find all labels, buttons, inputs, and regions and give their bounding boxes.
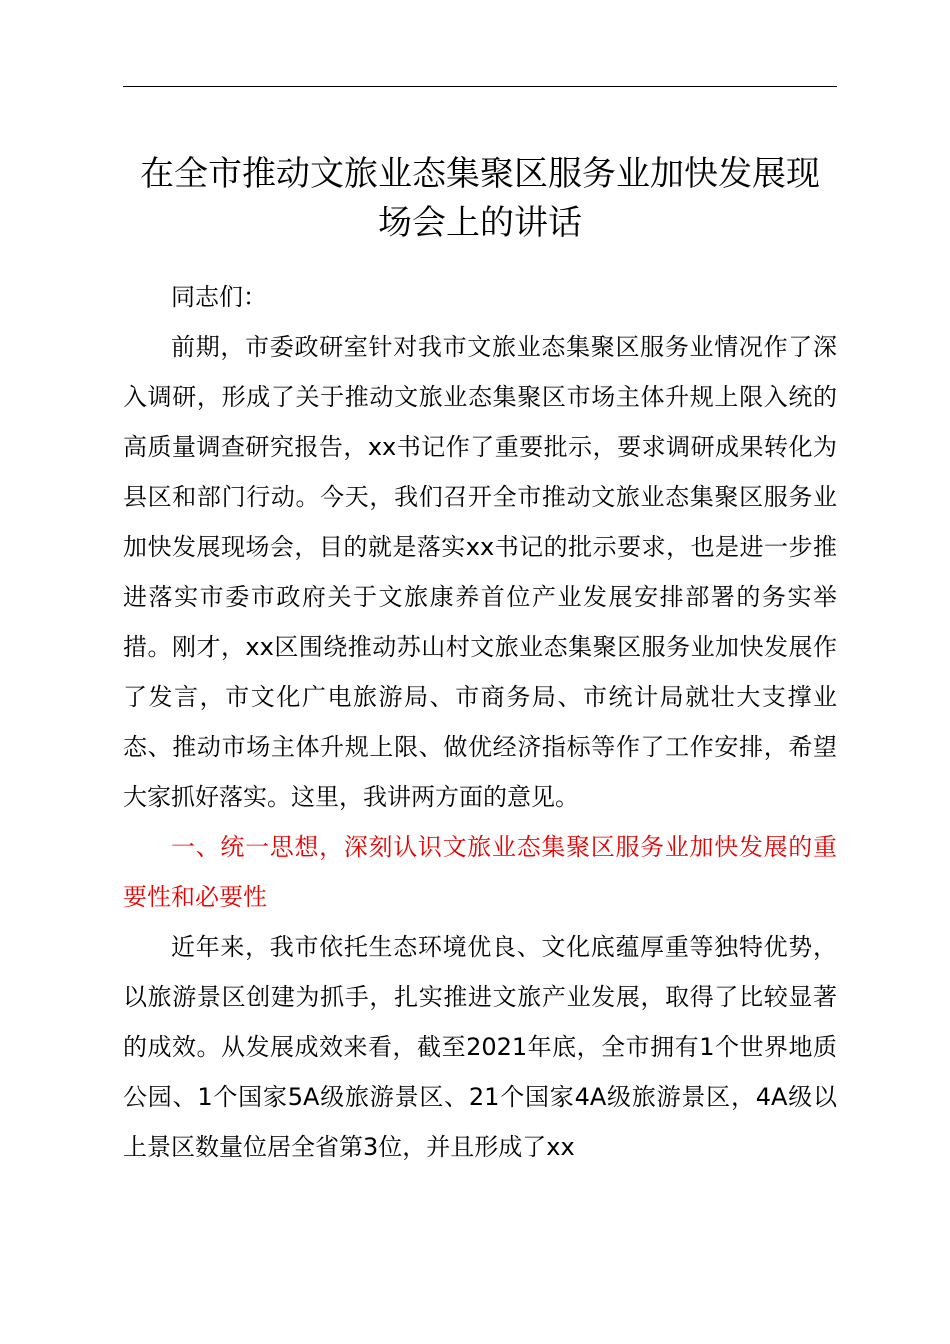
title-line-1: 在全市推动文旅业态集聚区服务业加快发展现 (140, 154, 820, 194)
header-rule (123, 86, 837, 87)
salutation: 同志们： (171, 283, 267, 311)
document-title (110, 150, 850, 248)
document-body (123, 272, 837, 1172)
intro-paragraph: 前期，市委政研室针对我市文旅业态集聚区服务业情况作了深入调研，形成了关于推动文旅业态集聚区市场主体升规上限入统的高质量调查研究报告，xx书记作了重要批示，要求调研成果转化为县区和部门行动。今天，我们召开全市推动文旅业态集聚区服务业加快发展现场会，目的就是落实xx书记的批示要求，也是进一步推进落实市委市政府关于文旅康养首位产业发展安排部署的务实举措。刚才，xx区围绕推动苏山村文旅业态集聚区服务业加快发展作了发言，市文化广电旅游局、市商务局、市统计局就壮大支撑业态、推动市场主体升规上限、做优经济指标等作了工作安排，希望大家抓好落实。这里，我讲两方面的意见。 (123, 333, 837, 811)
title-line-2: 场会上的讲话 (378, 203, 582, 243)
section-1-heading: 一、统一思想，深刻认识文旅业态集聚区服务业加快发展的重要性和必要性 (123, 833, 837, 911)
section-1-paragraph: 近年来，我市依托生态环境优良、文化底蕴厚重等独特优势，以旅游景区创建为抓手，扎实推进文旅产业发展，取得了比较显著的成效。从发展成效来看，截至2021年底，全市拥有1个世界地质公园、1个国家5A级旅游景区、21个国家4A级旅游景区，4A级以上景区数量位居全省第3位，并且形成了xx (123, 933, 837, 1161)
